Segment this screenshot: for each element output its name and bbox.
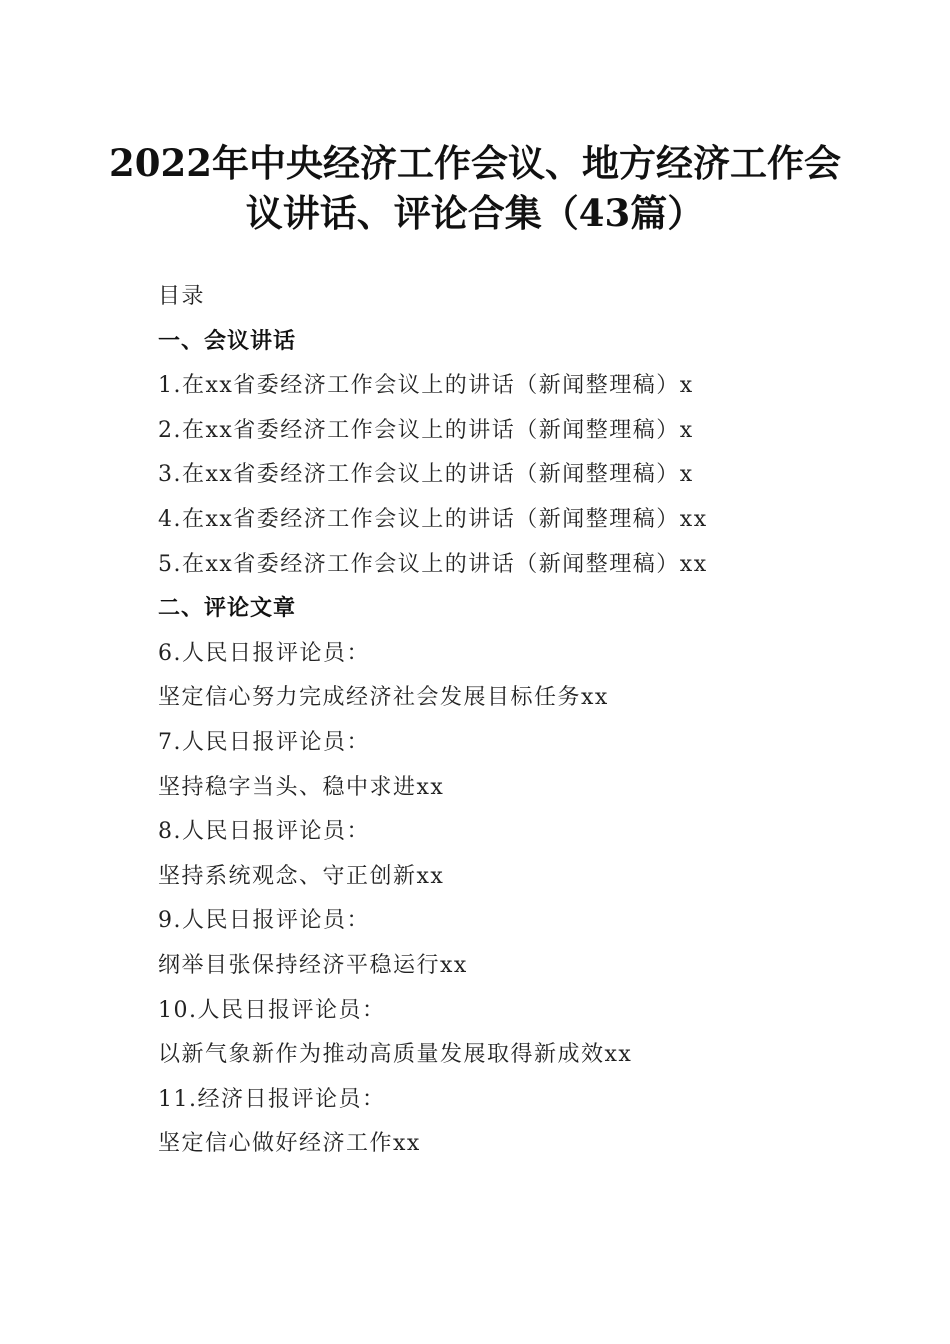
section-heading-speeches: 一、会议讲话 bbox=[158, 328, 297, 354]
section-heading-commentaries: 二、评论文章 bbox=[158, 596, 297, 622]
toc-item: 1.在xx省委经济工作会议上的讲话（新闻整理稿）x bbox=[158, 373, 694, 399]
toc-item: 以新气象新作为推动高质量发展取得新成效xx bbox=[158, 1042, 633, 1068]
toc-item: 9.人民日报评论员： bbox=[158, 908, 370, 934]
toc-item: 坚持系统观念、守正创新xx bbox=[158, 863, 445, 889]
toc-item: 11.经济日报评论员： bbox=[158, 1086, 386, 1112]
toc-item: 坚定信心努力完成经济社会发展目标任务xx bbox=[158, 685, 609, 711]
toc-item: 3.在xx省委经济工作会议上的讲话（新闻整理稿）x bbox=[158, 462, 694, 488]
table-of-contents bbox=[158, 275, 858, 1167]
toc-item: 4.在xx省委经济工作会议上的讲话（新闻整理稿）xx bbox=[158, 506, 708, 532]
toc-item: 5.在xx省委经济工作会议上的讲话（新闻整理稿）xx bbox=[158, 551, 708, 577]
toc-item: 2.在xx省委经济工作会议上的讲话（新闻整理稿）x bbox=[158, 417, 694, 443]
toc-item: 6.人民日报评论员： bbox=[158, 640, 370, 666]
toc-item: 8.人民日报评论员： bbox=[158, 819, 370, 845]
title-line-1: 2022年中央经济工作会议、地方经济工作会 bbox=[109, 141, 841, 185]
title-line-2: 议讲话、评论合集（43篇） bbox=[245, 191, 705, 235]
toc-item: 坚定信心做好经济工作xx bbox=[158, 1131, 421, 1157]
document-title bbox=[0, 138, 950, 238]
toc-item: 坚持稳字当头、稳中求进xx bbox=[158, 774, 445, 800]
toc-item: 7.人民日报评论员： bbox=[158, 729, 370, 755]
toc-item: 10.人民日报评论员： bbox=[158, 997, 386, 1023]
toc-label: 目录 bbox=[158, 284, 206, 309]
toc-item: 纲举目张保持经济平稳运行xx bbox=[158, 952, 468, 978]
